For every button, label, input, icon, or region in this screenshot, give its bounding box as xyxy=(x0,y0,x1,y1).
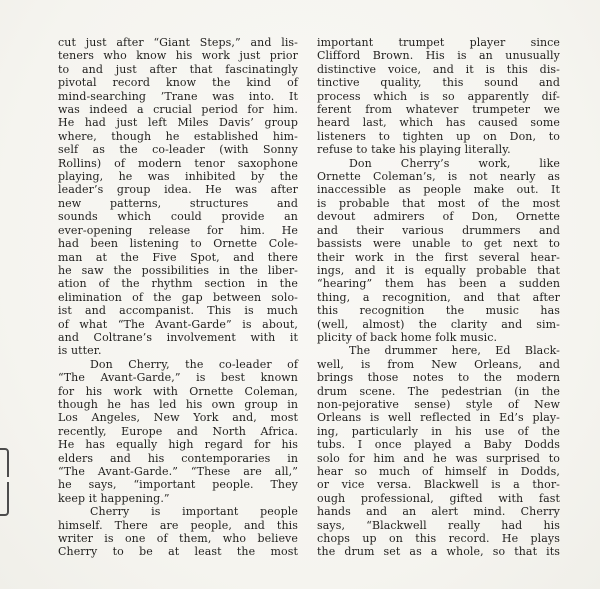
text-line: playing, he was inhibited by the xyxy=(58,170,298,184)
text-line: man at the Five Spot, and there xyxy=(58,250,298,264)
text-line: and Coltrane’s involvement with it xyxy=(58,330,298,344)
text-line: hands and an alert mind. Cherry xyxy=(317,505,560,519)
text-line: ing, particularly in his use of the xyxy=(317,424,560,438)
text-line: elders and his contemporaries in xyxy=(58,451,298,465)
text-line: non-pejorative sense) style of New xyxy=(317,397,560,411)
text-line: ever-opening release for him. He xyxy=(58,223,298,237)
text-line: Don Cherry’s work, like xyxy=(349,156,560,170)
text-line: brings those notes to the modern xyxy=(317,371,560,385)
text-line: plicity of back home folk music. xyxy=(317,330,498,344)
text-line: keep it happening.” xyxy=(58,491,170,505)
text-line: and their various drummers and xyxy=(317,223,560,237)
text-line: Cherry is important people xyxy=(90,505,298,519)
text-line: ough professional, gifted with fast xyxy=(317,491,560,505)
text-line: elimination of the gap between solo- xyxy=(58,290,298,304)
text-line: was indeed a crucial period for him. xyxy=(58,103,298,117)
text-line: solo for him and he was surprised to xyxy=(317,451,560,465)
text-line: for his work with Ornette Coleman, xyxy=(58,384,298,398)
text-line: well, is from New Orleans, and xyxy=(317,357,560,371)
text-line: bassists were unable to get next to xyxy=(317,237,560,251)
text-column-left xyxy=(58,36,298,559)
text-line: ferent from whatever trumpeter we xyxy=(317,103,560,117)
text-line: teners who know his work just prior xyxy=(58,49,298,63)
text-line: he saw the possibilities in the liber- xyxy=(58,263,298,277)
text-line: writer is one of them, who believe xyxy=(58,532,298,546)
paragraph xyxy=(317,36,560,157)
paragraph xyxy=(317,157,560,345)
text-line: tubs. I once played a Baby Dodds xyxy=(317,438,560,452)
text-line: ings, and it is equally probable that xyxy=(317,263,560,277)
text-line: Los Angeles, New York and, most xyxy=(58,411,298,425)
text-line: Clifford Brown. His is an unusually xyxy=(317,49,560,63)
text-line: Cherry to be at least the most xyxy=(58,545,298,559)
text-line: pivotal record know the kind of xyxy=(58,76,298,90)
text-line: (well, almost) the clarity and sim- xyxy=(317,317,560,331)
text-line: self as the co-leader (with Sonny xyxy=(58,143,298,157)
text-line: process which is so apparently dif- xyxy=(317,89,560,103)
text-line: though he has led his own group in xyxy=(58,397,298,411)
text-line: “The Avant-Garde,” is best known xyxy=(58,371,298,385)
text-line: this recognition the music has xyxy=(317,304,560,318)
text-line: says, “Blackwell really had his xyxy=(317,518,560,532)
text-line: thing, a recognition, and that after xyxy=(317,290,560,304)
text-line: ation of the rhythm section in the xyxy=(58,277,298,291)
text-line: drum scene. The pedestrian (in the xyxy=(317,384,560,398)
scan-artifact-mark xyxy=(0,448,9,516)
text-line: himself. There are people, and this xyxy=(58,518,298,532)
text-line: The drummer here, Ed Black- xyxy=(349,344,560,358)
text-column-right xyxy=(317,36,560,559)
text-line: the drum set as a whole, so that its xyxy=(317,545,560,559)
text-line: mind-searching ’Trane was into. It xyxy=(58,89,298,103)
text-line: of what “The Avant-Garde” is about, xyxy=(58,317,298,331)
text-line: He had just left Miles Davis’ group xyxy=(58,116,298,130)
text-line: new patterns, structures and xyxy=(58,196,298,210)
text-line: ist and accompanist. This is much xyxy=(58,304,298,318)
text-line: leader’s group idea. He was after xyxy=(58,183,298,197)
paragraph xyxy=(317,344,560,559)
text-line: refuse to take his playing literally. xyxy=(317,143,511,157)
text-line: Orleans is well reflected in Ed’s play- xyxy=(317,411,560,425)
text-line: is probable that most of the most xyxy=(317,196,560,210)
text-line: or vice versa. Blackwell is a thor- xyxy=(317,478,560,492)
text-line: inaccessible as people make out. It xyxy=(317,183,560,197)
paragraph xyxy=(58,36,298,358)
text-line: listeners to tighten up on Don, to xyxy=(317,129,560,143)
text-line: to and just after that fascinatingly xyxy=(58,62,298,76)
text-line: had been listening to Ornette Cole- xyxy=(58,237,298,251)
text-line: Ornette Coleman’s, is not nearly as xyxy=(317,170,560,184)
text-line: recently, Europe and North Africa. xyxy=(58,424,298,438)
text-line: He has equally high regard for his xyxy=(58,438,298,452)
text-line: devout admirers of Don, Ornette xyxy=(317,210,560,224)
text-line: is utter. xyxy=(58,344,102,358)
text-line: Rollins) of modern tenor saxophone xyxy=(58,156,298,170)
text-line: cut just after “Giant Steps,” and lis- xyxy=(58,36,298,49)
paragraph xyxy=(58,358,298,505)
text-line: “The Avant-Garde.” “These are all,” xyxy=(58,465,298,478)
paragraph xyxy=(58,505,298,559)
text-line: their work in the first several hear- xyxy=(317,250,560,264)
text-line: Don Cherry, the co-leader of xyxy=(90,357,298,371)
text-line: hear so much of himself in Dodds, xyxy=(317,465,560,478)
text-line: chops up on this record. He plays xyxy=(317,532,560,546)
text-line: tinctive quality, this sound and xyxy=(317,76,560,90)
text-line: sounds which could provide an xyxy=(58,210,298,224)
text-line: important trumpet player since xyxy=(317,36,560,49)
text-line: where, though he established him- xyxy=(58,129,298,143)
text-line: distinctive voice, and it is this dis- xyxy=(317,62,560,76)
text-line: “hearing” them has been a sudden xyxy=(317,277,560,291)
text-line: heard last, which has caused some xyxy=(317,116,560,130)
text-line: he says, “important people. They xyxy=(58,478,298,492)
